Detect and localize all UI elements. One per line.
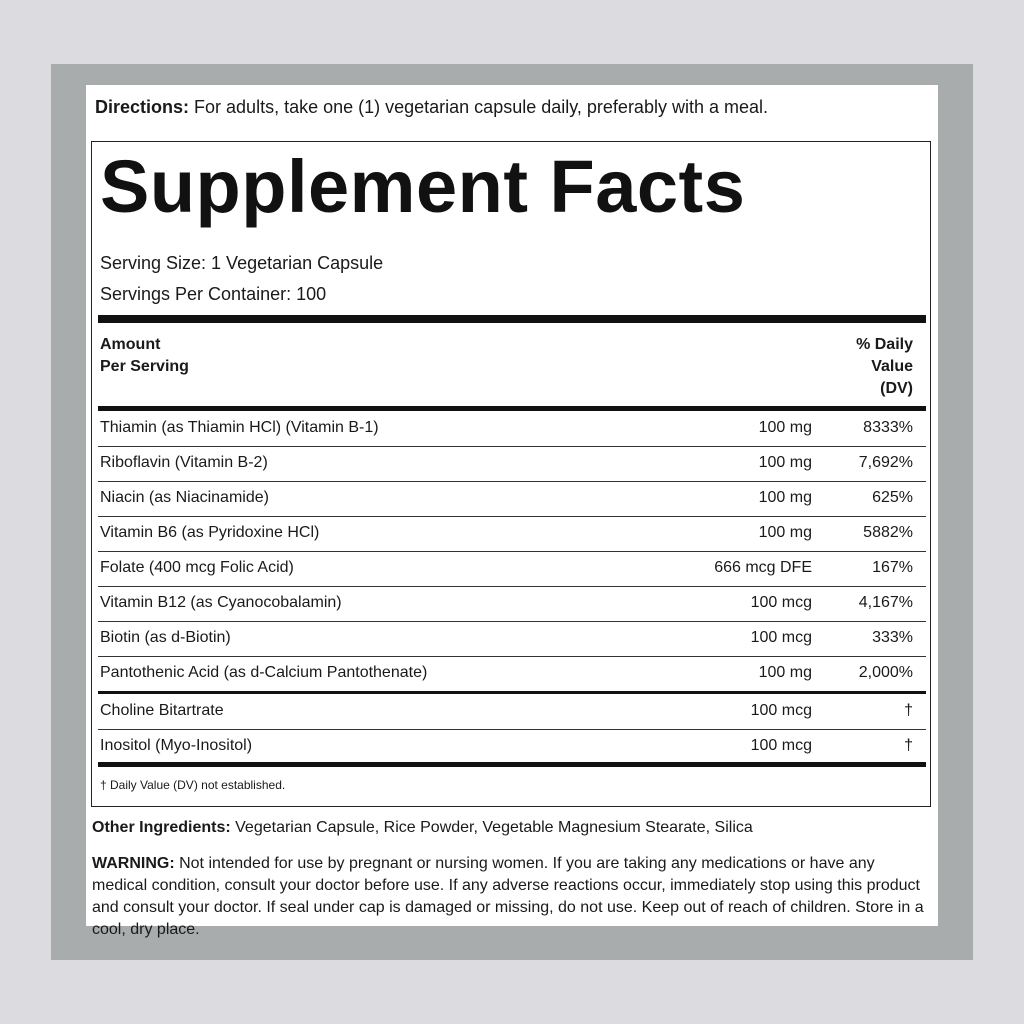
nutrient-row <box>98 551 926 586</box>
nutrient-row <box>98 586 926 621</box>
dv-footnote: † Daily Value (DV) not established. <box>100 778 286 792</box>
warning <box>92 853 932 941</box>
supplement-facts-box <box>91 141 931 807</box>
serving-size: Serving Size: 1 Vegetarian Capsule <box>100 253 384 273</box>
nutrient-name: Inositol (Myo-Inositol) <box>100 737 253 754</box>
nutrient-name: Thiamin (as Thiamin HCl) (Vitamin B-1) <box>100 419 379 436</box>
thick-divider <box>98 315 926 323</box>
directions-text <box>95 97 768 118</box>
warning-label: WARNING: <box>92 855 175 872</box>
nutrient-amount: 100 mcg <box>750 594 812 611</box>
nutrient-row <box>98 621 926 656</box>
nutrient-amount: 100 mg <box>758 489 812 506</box>
nutrient-amount: 666 mcg DFE <box>714 559 812 576</box>
nutrient-daily-value: † <box>904 702 913 719</box>
directions-label: Directions: <box>95 97 190 117</box>
nutrient-daily-value: † <box>904 737 913 754</box>
nutrient-daily-value: 4,167% <box>858 594 913 611</box>
nutrient-row <box>98 729 926 764</box>
nutrient-name: Biotin (as d-Biotin) <box>100 629 231 646</box>
nutrient-amount: 100 mg <box>758 664 812 681</box>
other-ingredients <box>92 819 753 837</box>
nutrient-amount: 100 mcg <box>750 629 812 646</box>
servings-per-container: Servings Per Container: 100 <box>100 284 327 304</box>
nutrient-name: Riboflavin (Vitamin B-2) <box>100 454 268 471</box>
nutrient-name: Niacin (as Niacinamide) <box>100 489 269 506</box>
daily-value-header <box>856 334 913 400</box>
nutrient-name: Folate (400 mcg Folic Acid) <box>100 559 294 576</box>
header-daily: % Daily <box>856 336 913 353</box>
other-ingredients-text: Vegetarian Capsule, Rice Powder, Vegetable Magnesium Stearate, Silica <box>230 819 753 836</box>
nutrient-daily-value: 333% <box>872 629 913 646</box>
nutrient-daily-value: 5882% <box>863 524 913 541</box>
nutrient-row <box>98 656 926 691</box>
nutrient-row <box>98 411 926 446</box>
nutrient-amount: 100 mcg <box>750 702 812 719</box>
nutrient-daily-value: 7,692% <box>858 454 913 471</box>
nutrient-daily-value: 8333% <box>863 419 913 436</box>
nutrient-amount: 100 mg <box>758 454 812 471</box>
nutrient-amount: 100 mg <box>758 419 812 436</box>
nutrient-daily-value: 2,000% <box>858 664 913 681</box>
nutrient-daily-value: 167% <box>872 559 913 576</box>
header-amount: Amount <box>100 336 161 353</box>
header-per-serving: Per Serving <box>100 358 189 375</box>
nutrient-name: Pantothenic Acid (as d-Calcium Pantothenate) <box>100 664 428 681</box>
bottom-divider <box>98 762 926 767</box>
nutrient-row <box>98 516 926 551</box>
header-dv: (DV) <box>880 380 913 397</box>
other-ingredients-label: Other Ingredients: <box>92 819 231 836</box>
nutrient-row <box>98 694 926 729</box>
nutrient-daily-value: 625% <box>872 489 913 506</box>
amount-per-serving-header <box>100 334 189 378</box>
nutrient-row <box>98 481 926 516</box>
warning-text: Not intended for use by pregnant or nursing women. If you are taking any medications or have any medical condition, consult your doctor before use. If any adverse reactions occur, immediately stop using this product and consult your doctor. If seal under cap is damaged or missing, do not use. Keep out of reach of children. Store in a cool, dry place. <box>92 855 924 938</box>
nutrient-row <box>98 446 926 481</box>
nutrient-name: Vitamin B12 (as Cyanocobalamin) <box>100 594 342 611</box>
nutrient-amount: 100 mg <box>758 524 812 541</box>
nutrient-name: Vitamin B6 (as Pyridoxine HCl) <box>100 524 320 541</box>
facts-title: Supplement Facts <box>100 145 746 228</box>
directions-body: For adults, take one (1) vegetarian capsule daily, preferably with a meal. <box>189 97 768 117</box>
header-value: Value <box>871 358 913 375</box>
nutrient-name: Choline Bitartrate <box>100 702 224 719</box>
nutrient-amount: 100 mcg <box>750 737 812 754</box>
